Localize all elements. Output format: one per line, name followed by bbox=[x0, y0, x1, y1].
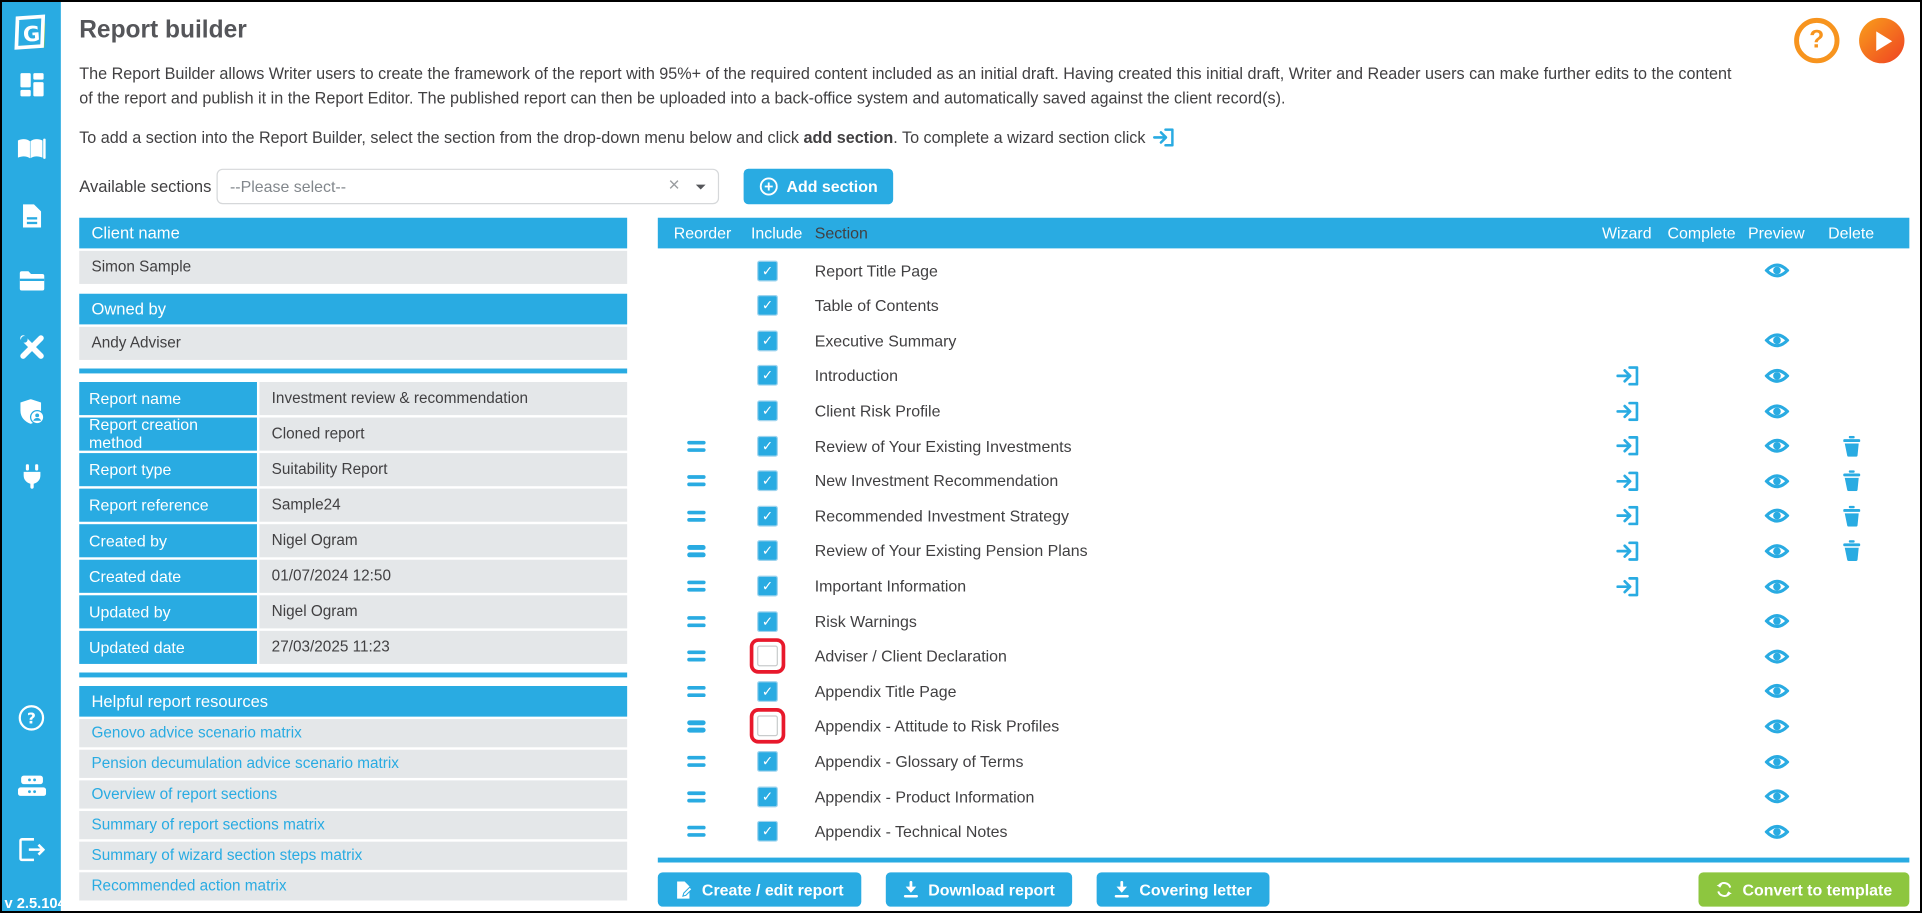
wizard-icon[interactable] bbox=[1616, 366, 1638, 386]
reorder-cell bbox=[658, 507, 751, 525]
section-row bbox=[658, 779, 1910, 814]
column-header-preview: Preview bbox=[1747, 223, 1805, 243]
reorder-cell bbox=[658, 472, 751, 490]
include-checkbox[interactable]: ✓ bbox=[757, 506, 778, 527]
include-cell bbox=[751, 358, 815, 394]
wizard-icon[interactable] bbox=[1616, 471, 1638, 491]
sidebar bbox=[2, 2, 66, 913]
intro-text: The Report Builder allows Writer users to create the framework of the report with 95%+ of the required content included as an initial draft. Having created this initial draft, Writer and Reader users can make further edits to the content of the report and publish it in the Report Editor. The published report can then be uploaded into a back-office system and automatically saved against the client record(s). bbox=[79, 64, 1732, 108]
svg-text:G: G bbox=[22, 21, 41, 47]
client-shield-icon[interactable] bbox=[2, 399, 61, 425]
download-report-label: Download report bbox=[928, 880, 1055, 899]
detail-label: Updated by bbox=[79, 595, 257, 628]
preview-eye-cell bbox=[1739, 753, 1814, 770]
app-version: v 2.5.104 bbox=[4, 894, 66, 912]
column-header-reorder: Reorder bbox=[673, 223, 732, 243]
section-name: Appendix - Product Information bbox=[814, 787, 1035, 806]
preview-eye-cell bbox=[1739, 437, 1814, 454]
section-row bbox=[658, 323, 1910, 358]
resource-link[interactable]: Genovo advice scenario matrix bbox=[79, 719, 627, 747]
reorder-handle-icon[interactable] bbox=[687, 647, 705, 665]
preview-eye-cell bbox=[1739, 683, 1814, 700]
logout-icon[interactable] bbox=[2, 838, 61, 861]
detail-label: Created by bbox=[79, 524, 257, 557]
help-badge-icon[interactable] bbox=[1794, 18, 1839, 63]
checkbox-wrap bbox=[750, 674, 786, 710]
report-resources bbox=[79, 719, 627, 900]
detail-value: Nigel Ogram bbox=[259, 524, 627, 557]
wizard-cell bbox=[1589, 541, 1664, 561]
include-cell bbox=[751, 323, 815, 359]
resource-link[interactable]: Pension decumulation advice scenario matrix bbox=[79, 750, 627, 778]
checkbox-wrap bbox=[750, 568, 786, 604]
preview-eye-cell bbox=[1739, 367, 1814, 384]
section-row bbox=[658, 569, 1910, 604]
convert-refresh-icon bbox=[1716, 881, 1733, 898]
include-checkbox[interactable] bbox=[757, 716, 778, 737]
help-icon[interactable] bbox=[2, 704, 61, 731]
include-cell bbox=[751, 744, 815, 780]
include-checkbox[interactable]: ✓ bbox=[757, 821, 778, 842]
include-cell bbox=[751, 779, 815, 815]
preview-eye-cell bbox=[1739, 578, 1814, 595]
library-icon[interactable] bbox=[2, 137, 61, 162]
divider bbox=[79, 672, 627, 677]
folder-icon[interactable] bbox=[2, 270, 61, 291]
report-info-panel bbox=[79, 218, 627, 907]
download-report-button[interactable] bbox=[885, 872, 1072, 906]
section-name: Executive Summary bbox=[814, 331, 957, 350]
include-checkbox[interactable]: ✓ bbox=[757, 541, 778, 562]
detail-row bbox=[79, 560, 627, 593]
reorder-handle-icon[interactable] bbox=[687, 542, 705, 560]
divider bbox=[79, 368, 627, 373]
preview-eye-cell bbox=[1739, 543, 1814, 560]
wizard-icon[interactable] bbox=[1616, 576, 1638, 596]
section-row bbox=[658, 463, 1910, 498]
section-row bbox=[658, 744, 1910, 779]
sections-table-body bbox=[658, 253, 1910, 849]
genovo-logo[interactable] bbox=[2, 12, 61, 54]
reorder-handle-icon[interactable] bbox=[687, 472, 705, 490]
robot-icon[interactable] bbox=[2, 775, 61, 796]
include-checkbox[interactable]: ✓ bbox=[757, 786, 778, 807]
preview-eye-cell bbox=[1739, 262, 1814, 279]
section-name: Adviser / Client Declaration bbox=[814, 647, 1007, 666]
section-name: Review of Your Existing Pension Plans bbox=[814, 541, 1088, 561]
detail-label: Report reference bbox=[79, 489, 257, 522]
include-checkbox[interactable] bbox=[757, 646, 778, 667]
section-name: Risk Warnings bbox=[814, 612, 917, 631]
section-name: Review of Your Existing Investments bbox=[814, 436, 1072, 456]
delete-trash-cell bbox=[1814, 506, 1889, 527]
reorder-cell bbox=[658, 647, 751, 665]
detail-value: 27/03/2025 11:23 bbox=[259, 631, 627, 664]
checkbox-wrap bbox=[750, 393, 786, 429]
clear-icon[interactable]: × bbox=[668, 175, 680, 197]
play-triangle-icon bbox=[1876, 31, 1892, 51]
section-row bbox=[658, 288, 1910, 323]
wizard-cell bbox=[1589, 401, 1664, 421]
checkbox-wrap bbox=[750, 498, 786, 534]
wizard-cell bbox=[1589, 506, 1664, 526]
reorder-cell bbox=[658, 787, 751, 805]
chevron-down-icon[interactable] bbox=[696, 185, 706, 195]
sections-panel bbox=[658, 218, 1910, 907]
owned-by-header: Owned by bbox=[79, 294, 627, 325]
reorder-handle-icon[interactable] bbox=[687, 787, 705, 805]
preview-eye-icon[interactable] bbox=[1764, 332, 1789, 349]
reorder-cell bbox=[658, 577, 751, 595]
preview-eye-icon[interactable] bbox=[1764, 437, 1789, 454]
reorder-handle-icon[interactable] bbox=[687, 717, 705, 735]
section-name: Appendix - Attitude to Risk Profiles bbox=[814, 717, 1060, 736]
footer-buttons bbox=[658, 872, 1910, 906]
reorder-cell bbox=[658, 752, 751, 770]
section-row bbox=[658, 428, 1910, 463]
detail-row bbox=[79, 415, 627, 453]
section-name: Report Title Page bbox=[814, 261, 938, 280]
checkbox-wrap bbox=[750, 603, 786, 639]
include-checkbox[interactable]: ✓ bbox=[757, 681, 778, 702]
include-cell bbox=[751, 393, 815, 429]
svg-text:?: ? bbox=[26, 709, 36, 728]
resources-header: Helpful report resources bbox=[79, 686, 627, 717]
edit-document-icon bbox=[675, 880, 692, 898]
preview-eye-icon[interactable] bbox=[1764, 367, 1789, 384]
section-row bbox=[658, 709, 1910, 744]
detail-value: Nigel Ogram bbox=[259, 595, 627, 628]
preview-eye-icon[interactable] bbox=[1764, 613, 1789, 630]
dashboard-icon[interactable] bbox=[2, 72, 61, 98]
column-header-wizard: Wizard bbox=[1601, 223, 1652, 243]
column-header-complete: Complete bbox=[1667, 223, 1736, 243]
client-name-value: Simon Sample bbox=[79, 251, 627, 284]
include-checkbox[interactable]: ✓ bbox=[757, 611, 778, 632]
section-row bbox=[658, 499, 1910, 534]
detail-value: Sample24 bbox=[259, 489, 627, 522]
flag-highlight-ring bbox=[750, 709, 786, 745]
download-icon bbox=[1114, 881, 1130, 898]
detail-row bbox=[79, 489, 627, 522]
include-cell bbox=[751, 603, 815, 639]
section-name: Important Information bbox=[814, 576, 967, 596]
delete-trash-cell bbox=[1814, 471, 1889, 492]
help-glyph: ? bbox=[1809, 26, 1825, 54]
section-row bbox=[658, 253, 1910, 288]
section-row bbox=[658, 358, 1910, 393]
section-row bbox=[658, 393, 1910, 428]
section-name: Table of Contents bbox=[814, 296, 939, 315]
detail-row bbox=[79, 382, 627, 415]
include-cell bbox=[751, 674, 815, 710]
include-cell bbox=[751, 288, 815, 324]
detail-value: 01/07/2024 12:50 bbox=[259, 560, 627, 593]
video-play-icon[interactable] bbox=[1859, 18, 1904, 63]
section-name: New Investment Recommendation bbox=[814, 471, 1059, 491]
delete-trash-icon[interactable] bbox=[1843, 436, 1860, 457]
covering-letter-label: Covering letter bbox=[1139, 880, 1252, 899]
delete-trash-cell bbox=[1814, 541, 1889, 562]
section-name: Appendix - Glossary of Terms bbox=[814, 752, 1024, 771]
add-section-label: Add section bbox=[786, 177, 878, 196]
detail-label: Report name bbox=[79, 382, 257, 415]
reorder-handle-icon[interactable] bbox=[687, 507, 705, 525]
include-checkbox[interactable]: ✓ bbox=[757, 400, 778, 421]
detail-value: Suitability Report bbox=[259, 453, 627, 486]
section-picker-row bbox=[79, 169, 1909, 205]
delete-trash-cell bbox=[1814, 436, 1889, 457]
resource-link[interactable]: Recommended action matrix bbox=[79, 872, 627, 900]
available-sections-select[interactable] bbox=[217, 169, 720, 205]
reorder-handle-icon[interactable] bbox=[687, 612, 705, 630]
reorder-handle-icon[interactable] bbox=[687, 752, 705, 770]
preview-eye-icon[interactable] bbox=[1764, 648, 1789, 665]
include-cell bbox=[751, 428, 815, 464]
preview-eye-icon[interactable] bbox=[1764, 753, 1789, 770]
wizard-cell bbox=[1589, 471, 1664, 491]
download-icon bbox=[902, 881, 918, 898]
reorder-handle-icon[interactable] bbox=[687, 822, 705, 840]
wizard-icon[interactable] bbox=[1616, 506, 1638, 526]
preview-eye-icon[interactable] bbox=[1764, 402, 1789, 419]
column-header-section: Section bbox=[814, 223, 868, 243]
include-cell bbox=[751, 568, 815, 604]
section-row bbox=[658, 674, 1910, 709]
reorder-cell bbox=[658, 822, 751, 840]
wizard-cell bbox=[1589, 436, 1664, 456]
detail-row bbox=[79, 595, 627, 628]
instruction-text bbox=[79, 128, 1909, 150]
checkbox-wrap bbox=[750, 428, 786, 464]
checkbox-wrap bbox=[750, 358, 786, 394]
plug-icon[interactable] bbox=[2, 464, 61, 490]
preview-eye-cell bbox=[1739, 788, 1814, 805]
main-content bbox=[61, 2, 1922, 913]
include-cell bbox=[751, 533, 815, 569]
page-title: Report builder bbox=[79, 16, 247, 44]
include-checkbox[interactable]: ✓ bbox=[757, 260, 778, 281]
checkbox-wrap bbox=[750, 288, 786, 324]
delete-trash-icon[interactable] bbox=[1843, 471, 1860, 492]
preview-eye-cell bbox=[1739, 718, 1814, 735]
add-section-button[interactable] bbox=[744, 169, 894, 205]
section-row bbox=[658, 639, 1910, 674]
checkbox-wrap bbox=[750, 463, 786, 499]
checkbox-wrap bbox=[750, 814, 786, 850]
delete-trash-icon[interactable] bbox=[1843, 541, 1860, 562]
preview-eye-icon[interactable] bbox=[1764, 507, 1789, 524]
reorder-cell bbox=[658, 682, 751, 700]
sections-table-header bbox=[658, 218, 1910, 249]
preview-eye-icon[interactable] bbox=[1764, 543, 1789, 560]
include-cell bbox=[751, 814, 815, 850]
convert-to-template-button[interactable] bbox=[1698, 872, 1909, 906]
reorder-cell bbox=[658, 437, 751, 455]
checkbox-wrap bbox=[750, 253, 786, 289]
wizard-icon[interactable] bbox=[1616, 541, 1638, 561]
include-checkbox[interactable]: ✓ bbox=[757, 751, 778, 772]
section-name: Appendix - Technical Notes bbox=[814, 822, 1008, 841]
checkbox-wrap bbox=[750, 323, 786, 359]
checkbox-wrap bbox=[750, 744, 786, 780]
detail-row bbox=[79, 453, 627, 486]
reorder-cell bbox=[658, 717, 751, 735]
reorder-handle-icon[interactable] bbox=[687, 577, 705, 595]
section-name: Client Risk Profile bbox=[814, 401, 941, 421]
reorder-cell bbox=[658, 612, 751, 630]
include-cell bbox=[751, 253, 815, 289]
detail-label: Report type bbox=[79, 453, 257, 486]
create-edit-report-label: Create / edit report bbox=[701, 880, 844, 899]
preview-eye-icon[interactable] bbox=[1764, 683, 1789, 700]
available-sections-label: Available sections bbox=[79, 177, 212, 196]
preview-eye-icon[interactable] bbox=[1764, 788, 1789, 805]
resource-link[interactable]: Summary of report sections matrix bbox=[79, 811, 627, 839]
reorder-cell bbox=[658, 542, 751, 560]
detail-label: Report creation method bbox=[79, 417, 257, 450]
section-name: Introduction bbox=[814, 366, 898, 386]
select-placeholder: --Please select-- bbox=[229, 177, 347, 196]
preview-eye-cell bbox=[1739, 472, 1814, 489]
include-cell bbox=[751, 709, 815, 745]
include-checkbox[interactable]: ✓ bbox=[757, 576, 778, 597]
instruction-prefix: To add a section into the Report Builder, select the section from the drop-down menu below and click bbox=[79, 128, 804, 147]
create-edit-report-button[interactable] bbox=[658, 872, 861, 906]
preview-eye-icon[interactable] bbox=[1764, 823, 1789, 840]
detail-label: Created date bbox=[79, 560, 257, 593]
section-row bbox=[658, 534, 1910, 569]
section-name: Appendix Title Page bbox=[814, 682, 957, 701]
delete-trash-icon[interactable] bbox=[1843, 506, 1860, 527]
preview-eye-cell bbox=[1739, 507, 1814, 524]
detail-value: Cloned report bbox=[259, 417, 627, 450]
include-checkbox[interactable]: ✓ bbox=[757, 330, 778, 351]
preview-eye-cell bbox=[1739, 648, 1814, 665]
resource-link[interactable]: Overview of report sections bbox=[79, 780, 627, 808]
column-header-include: Include bbox=[750, 223, 803, 243]
report-details bbox=[79, 382, 627, 664]
detail-label: Updated date bbox=[79, 631, 257, 664]
preview-eye-icon[interactable] bbox=[1764, 262, 1789, 279]
section-row bbox=[658, 814, 1910, 849]
include-cell bbox=[751, 463, 815, 499]
owned-by-value: Andy Adviser bbox=[79, 327, 627, 360]
client-name-header: Client name bbox=[79, 218, 627, 249]
resource-link[interactable]: Summary of wizard section steps matrix bbox=[79, 842, 627, 870]
include-checkbox[interactable]: ✓ bbox=[757, 295, 778, 316]
wizard-icon bbox=[1152, 128, 1173, 150]
divider bbox=[658, 858, 1910, 863]
instruction-bold: add section bbox=[803, 128, 894, 147]
detail-row bbox=[79, 524, 627, 557]
convert-to-template-label: Convert to template bbox=[1742, 880, 1893, 899]
include-cell bbox=[751, 498, 815, 534]
preview-eye-cell bbox=[1739, 823, 1814, 840]
include-cell bbox=[751, 638, 815, 674]
tools-icon[interactable] bbox=[2, 334, 61, 360]
checkbox-wrap bbox=[750, 533, 786, 569]
section-row bbox=[658, 604, 1910, 639]
preview-eye-cell bbox=[1739, 332, 1814, 349]
wizard-cell bbox=[1589, 366, 1664, 386]
checkbox-wrap bbox=[750, 779, 786, 815]
include-checkbox[interactable]: ✓ bbox=[757, 365, 778, 386]
preview-eye-icon[interactable] bbox=[1764, 578, 1789, 595]
section-name: Recommended Investment Strategy bbox=[814, 506, 1069, 526]
instruction-suffix: . To complete a wizard section click bbox=[893, 128, 1150, 147]
preview-eye-cell bbox=[1739, 402, 1814, 419]
reorder-handle-icon[interactable] bbox=[687, 437, 705, 455]
include-checkbox[interactable]: ✓ bbox=[757, 471, 778, 492]
detail-value: Investment review & recommendation bbox=[259, 382, 627, 415]
preview-eye-cell bbox=[1739, 613, 1814, 630]
column-header-delete: Delete bbox=[1828, 223, 1875, 243]
document-icon[interactable] bbox=[2, 203, 61, 229]
wizard-icon[interactable] bbox=[1616, 401, 1638, 421]
preview-eye-icon[interactable] bbox=[1764, 718, 1789, 735]
include-checkbox[interactable]: ✓ bbox=[757, 436, 778, 457]
covering-letter-button[interactable] bbox=[1096, 872, 1269, 906]
plus-circle-icon bbox=[760, 177, 778, 195]
reorder-handle-icon[interactable] bbox=[687, 682, 705, 700]
wizard-icon[interactable] bbox=[1616, 436, 1638, 456]
detail-row bbox=[79, 631, 627, 664]
preview-eye-icon[interactable] bbox=[1764, 472, 1789, 489]
wizard-cell bbox=[1589, 576, 1664, 596]
flag-highlight-ring bbox=[750, 638, 786, 674]
